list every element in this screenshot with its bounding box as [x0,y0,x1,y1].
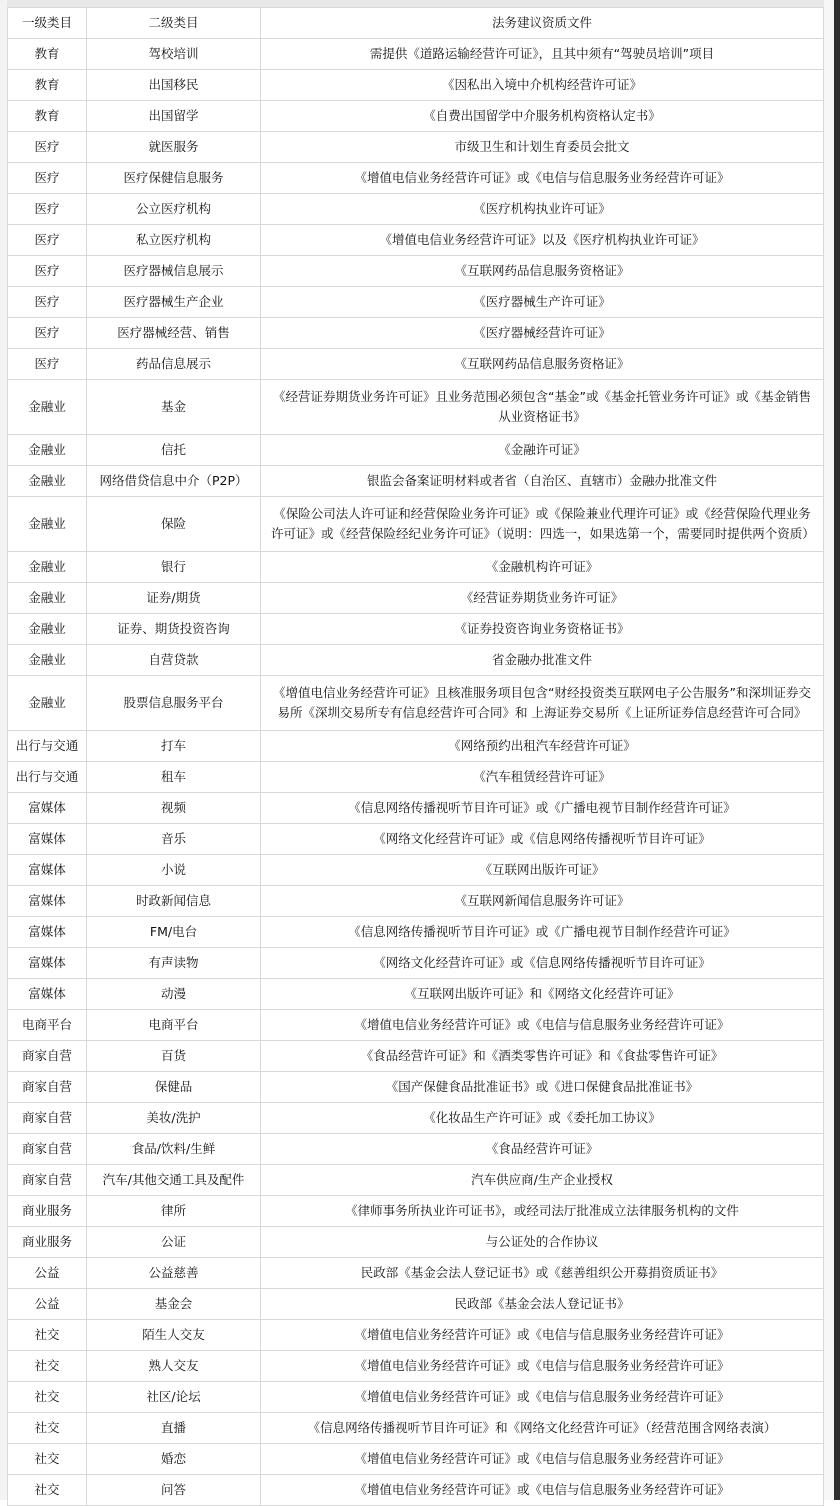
cell-qualification-document: 《增值电信业务经营许可证》或《电信与信息服务业务经营许可证》 [261,1351,824,1382]
table-row [8,1010,824,1041]
cell-primary-category: 富媒体 [8,948,87,979]
cell-secondary-category: 食品/饮料/生鲜 [87,1134,261,1165]
cell-secondary-category: 直播 [87,1413,261,1444]
cell-secondary-category: 医疗器械经营、销售 [87,318,261,349]
cell-secondary-category: 租车 [87,762,261,793]
cell-secondary-category: 出国留学 [87,101,261,132]
cell-secondary-category: 公立医疗机构 [87,194,261,225]
table-row [8,39,824,70]
table-row [8,1444,824,1475]
cell-qualification-document: 《保险公司法人许可证和经营保险业务许可证》或《保险兼业代理许可证》或《经营保险代理业务许可证》或《经营保险经纪业务许可证》（说明：四选一，如果选第一个，需要同时提供两个资质） [261,497,824,552]
cell-primary-category: 社交 [8,1382,87,1413]
table-row [8,435,824,466]
cell-qualification-document: 《证券投资咨询业务资格证书》 [261,614,824,645]
table-row [8,497,824,552]
cell-secondary-category: 医疗器械生产企业 [87,287,261,318]
table-row [8,349,824,380]
cell-qualification-document: 《医疗器械经营许可证》 [261,318,824,349]
table-row [8,1289,824,1320]
cell-primary-category: 出行与交通 [8,731,87,762]
cell-secondary-category: 保健品 [87,1072,261,1103]
cell-secondary-category: 婚恋 [87,1444,261,1475]
cell-primary-category: 商家自营 [8,1134,87,1165]
cell-primary-category: 商家自营 [8,1072,87,1103]
cell-primary-category: 金融业 [8,435,87,466]
table-row [8,380,824,435]
table-row [8,132,824,163]
table-row [8,194,824,225]
cell-secondary-category: 问答 [87,1475,261,1506]
cell-secondary-category: 自营贷款 [87,645,261,676]
cell-primary-category: 电商平台 [8,1010,87,1041]
cell-secondary-category: 打车 [87,731,261,762]
table-body [8,39,824,1506]
cell-secondary-category: 电商平台 [87,1010,261,1041]
table-row [8,70,824,101]
cell-secondary-category: 公证 [87,1227,261,1258]
qualification-table [7,7,824,1506]
cell-primary-category: 金融业 [8,645,87,676]
cell-secondary-category: 时政新闻信息 [87,886,261,917]
cell-primary-category: 医疗 [8,225,87,256]
cell-secondary-category: 熟人交友 [87,1351,261,1382]
cell-secondary-category: 保险 [87,497,261,552]
cell-qualification-document: 民政部《基金会法人登记证书》 [261,1289,824,1320]
table-row [8,645,824,676]
cell-primary-category: 富媒体 [8,855,87,886]
cell-primary-category: 医疗 [8,318,87,349]
table-row [8,1072,824,1103]
table-row [8,979,824,1010]
cell-qualification-document: 《增值电信业务经营许可证》或《电信与信息服务业务经营许可证》 [261,1475,824,1506]
cell-secondary-category: 驾校培训 [87,39,261,70]
cell-secondary-category: 私立医疗机构 [87,225,261,256]
cell-secondary-category: 有声读物 [87,948,261,979]
cell-secondary-category: 证券、期货投资咨询 [87,614,261,645]
cell-secondary-category: 医疗保健信息服务 [87,163,261,194]
cell-secondary-category: 百货 [87,1041,261,1072]
cell-qualification-document: 《自费出国留学中介服务机构资格认定书》 [261,101,824,132]
cell-qualification-document: 《增值电信业务经营许可证》或《电信与信息服务业务经营许可证》 [261,1010,824,1041]
cell-qualification-document: 《信息网络传播视听节目许可证》或《广播电视节目制作经营许可证》 [261,793,824,824]
cell-primary-category: 金融业 [8,614,87,645]
cell-qualification-document: 《互联网药品信息服务资格证》 [261,256,824,287]
table-row [8,824,824,855]
cell-qualification-document: 《网络文化经营许可证》或《信息网络传播视听节目许可证》 [261,824,824,855]
cell-secondary-category: 视频 [87,793,261,824]
cell-qualification-document: 《互联网药品信息服务资格证》 [261,349,824,380]
table-row [8,287,824,318]
cell-primary-category: 教育 [8,101,87,132]
cell-secondary-category: 医疗器械信息展示 [87,256,261,287]
cell-secondary-category: 基金会 [87,1289,261,1320]
cell-primary-category: 金融业 [8,497,87,552]
cell-primary-category: 医疗 [8,287,87,318]
cell-primary-category: 医疗 [8,194,87,225]
cell-qualification-document: 市级卫生和计划生育委员会批文 [261,132,824,163]
cell-primary-category: 教育 [8,39,87,70]
cell-qualification-document: 汽车供应商/生产企业授权 [261,1165,824,1196]
cell-secondary-category: 音乐 [87,824,261,855]
cell-primary-category: 金融业 [8,676,87,731]
cell-primary-category: 商业服务 [8,1227,87,1258]
cell-primary-category: 医疗 [8,163,87,194]
table-row [8,1475,824,1506]
cell-qualification-document: 《互联网出版许可证》 [261,855,824,886]
cell-secondary-category: 网络借贷信息中介（P2P） [87,466,261,497]
cell-primary-category: 社交 [8,1413,87,1444]
table-row [8,731,824,762]
table-row [8,1134,824,1165]
cell-primary-category: 医疗 [8,132,87,163]
cell-secondary-category: 动漫 [87,979,261,1010]
cell-primary-category: 社交 [8,1475,87,1506]
cell-primary-category: 社交 [8,1320,87,1351]
table-row [8,1413,824,1444]
cell-qualification-document: 《律师事务所执业许可证书》，或经司法厅批准成立法律服务机构的文件 [261,1196,824,1227]
cell-primary-category: 出行与交通 [8,762,87,793]
cell-qualification-document: 《金融许可证》 [261,435,824,466]
cell-secondary-category: 美妆/洗护 [87,1103,261,1134]
cell-qualification-document: 《经营证券期货业务许可证》且业务范围必须包含“基金”或《基金托管业务许可证》或《基金销售从业资格证书》 [261,380,824,435]
qualification-table-container [7,7,823,1506]
cell-qualification-document: 《网络预约出租汽车经营许可证》 [261,731,824,762]
table-row [8,676,824,731]
column-header-secondary-category: 二级类目 [87,8,261,39]
cell-primary-category: 医疗 [8,256,87,287]
cell-qualification-document: 《化妆品生产许可证》或《委托加工协议》 [261,1103,824,1134]
cell-secondary-category: 就医服务 [87,132,261,163]
table-row [8,1196,824,1227]
cell-primary-category: 公益 [8,1289,87,1320]
cell-qualification-document: 《国产保健食品批准证书》或《进口保健食品批准证书》 [261,1072,824,1103]
column-header-primary-category: 一级类目 [8,8,87,39]
table-row [8,948,824,979]
table-row [8,855,824,886]
cell-primary-category: 富媒体 [8,824,87,855]
table-row [8,1041,824,1072]
cell-qualification-document: 《汽车租赁经营许可证》 [261,762,824,793]
page-left-gutter [0,0,7,1500]
table-row [8,793,824,824]
table-row [8,552,824,583]
cell-primary-category: 公益 [8,1258,87,1289]
table-row [8,1165,824,1196]
table-row [8,1258,824,1289]
table-row [8,583,824,614]
cell-qualification-document: 《增值电信业务经营许可证》或《电信与信息服务业务经营许可证》 [261,1444,824,1475]
cell-qualification-document: 《增值电信业务经营许可证》且核准服务项目包含“财经投资类互联网电子公告服务”和深圳证券交易所《深圳交易所专有信息经营许可合同》和 上海证券交易所《上证所证券信息经营许可合同》 [261,676,824,731]
cell-secondary-category: 证券/期货 [87,583,261,614]
cell-primary-category: 金融业 [8,583,87,614]
cell-secondary-category: 股票信息服务平台 [87,676,261,731]
table-row [8,101,824,132]
cell-primary-category: 商业服务 [8,1196,87,1227]
cell-primary-category: 金融业 [8,552,87,583]
column-header-qualification-document: 法务建议资质文件 [261,8,824,39]
cell-secondary-category: 小说 [87,855,261,886]
cell-primary-category: 教育 [8,70,87,101]
cell-qualification-document: 《增值电信业务经营许可证》或《电信与信息服务业务经营许可证》 [261,1320,824,1351]
cell-primary-category: 医疗 [8,349,87,380]
table-row [8,886,824,917]
cell-secondary-category: 公益慈善 [87,1258,261,1289]
table-header [8,8,824,39]
cell-qualification-document: 《增值电信业务经营许可证》或《电信与信息服务业务经营许可证》 [261,163,824,194]
cell-primary-category: 社交 [8,1351,87,1382]
cell-secondary-category: 银行 [87,552,261,583]
cell-qualification-document: 银监会备案证明材料或者省（自治区、直辖市）金融办批准文件 [261,466,824,497]
page-right-edge-band [834,0,840,1500]
cell-primary-category: 富媒体 [8,886,87,917]
table-row [8,1103,824,1134]
table-row [8,614,824,645]
cell-qualification-document: 《增值电信业务经营许可证》或《电信与信息服务业务经营许可证》 [261,1382,824,1413]
cell-primary-category: 商家自营 [8,1041,87,1072]
cell-secondary-category: 陌生人交友 [87,1320,261,1351]
cell-secondary-category: 信托 [87,435,261,466]
cell-qualification-document: 《信息网络传播视听节目许可证》或《广播电视节目制作经营许可证》 [261,917,824,948]
table-row [8,163,824,194]
cell-primary-category: 富媒体 [8,917,87,948]
table-row [8,1382,824,1413]
cell-qualification-document: 需提供《道路运输经营许可证》，且其中须有“驾驶员培训”项目 [261,39,824,70]
table-row [8,256,824,287]
table-row [8,318,824,349]
cell-qualification-document: 《互联网出版许可证》和《网络文化经营许可证》 [261,979,824,1010]
table-row [8,466,824,497]
cell-primary-category: 商家自营 [8,1103,87,1134]
table-row [8,225,824,256]
cell-secondary-category: 律所 [87,1196,261,1227]
cell-qualification-document: 《增值电信业务经营许可证》以及《医疗机构执业许可证》 [261,225,824,256]
table-row [8,1320,824,1351]
cell-qualification-document: 《互联网新闻信息服务许可证》 [261,886,824,917]
cell-primary-category: 金融业 [8,466,87,497]
cell-primary-category: 富媒体 [8,979,87,1010]
cell-secondary-category: 出国移民 [87,70,261,101]
cell-qualification-document: 《医疗机构执业许可证》 [261,194,824,225]
cell-qualification-document: 《食品经营许可证》和《酒类零售许可证》和《食盐零售许可证》 [261,1041,824,1072]
table-header-row [8,8,824,39]
cell-secondary-category: FM/电台 [87,917,261,948]
cell-qualification-document: 《因私出入境中介机构经营许可证》 [261,70,824,101]
cell-qualification-document: 省金融办批准文件 [261,645,824,676]
cell-primary-category: 社交 [8,1444,87,1475]
cell-secondary-category: 社区/论坛 [87,1382,261,1413]
cell-qualification-document: 《金融机构许可证》 [261,552,824,583]
cell-qualification-document: 《医疗器械生产许可证》 [261,287,824,318]
table-row [8,1227,824,1258]
cell-primary-category: 金融业 [8,380,87,435]
cell-primary-category: 商家自营 [8,1165,87,1196]
cell-secondary-category: 药品信息展示 [87,349,261,380]
cell-secondary-category: 基金 [87,380,261,435]
cell-qualification-document: 民政部《基金会法人登记证书》或《慈善组织公开募捐资质证书》 [261,1258,824,1289]
cell-secondary-category: 汽车/其他交通工具及配件 [87,1165,261,1196]
cell-qualification-document: 《经营证券期货业务许可证》 [261,583,824,614]
cell-qualification-document: 《信息网络传播视听节目许可证》和《网络文化经营许可证》（经营范围含网络表演） [261,1413,824,1444]
page-right-gutter [824,0,834,1500]
page-top-gutter [0,0,840,7]
table-row [8,917,824,948]
table-row [8,1351,824,1382]
cell-qualification-document: 与公证处的合作协议 [261,1227,824,1258]
cell-qualification-document: 《食品经营许可证》 [261,1134,824,1165]
table-row [8,762,824,793]
cell-qualification-document: 《网络文化经营许可证》或《信息网络传播视听节目许可证》 [261,948,824,979]
cell-primary-category: 富媒体 [8,793,87,824]
